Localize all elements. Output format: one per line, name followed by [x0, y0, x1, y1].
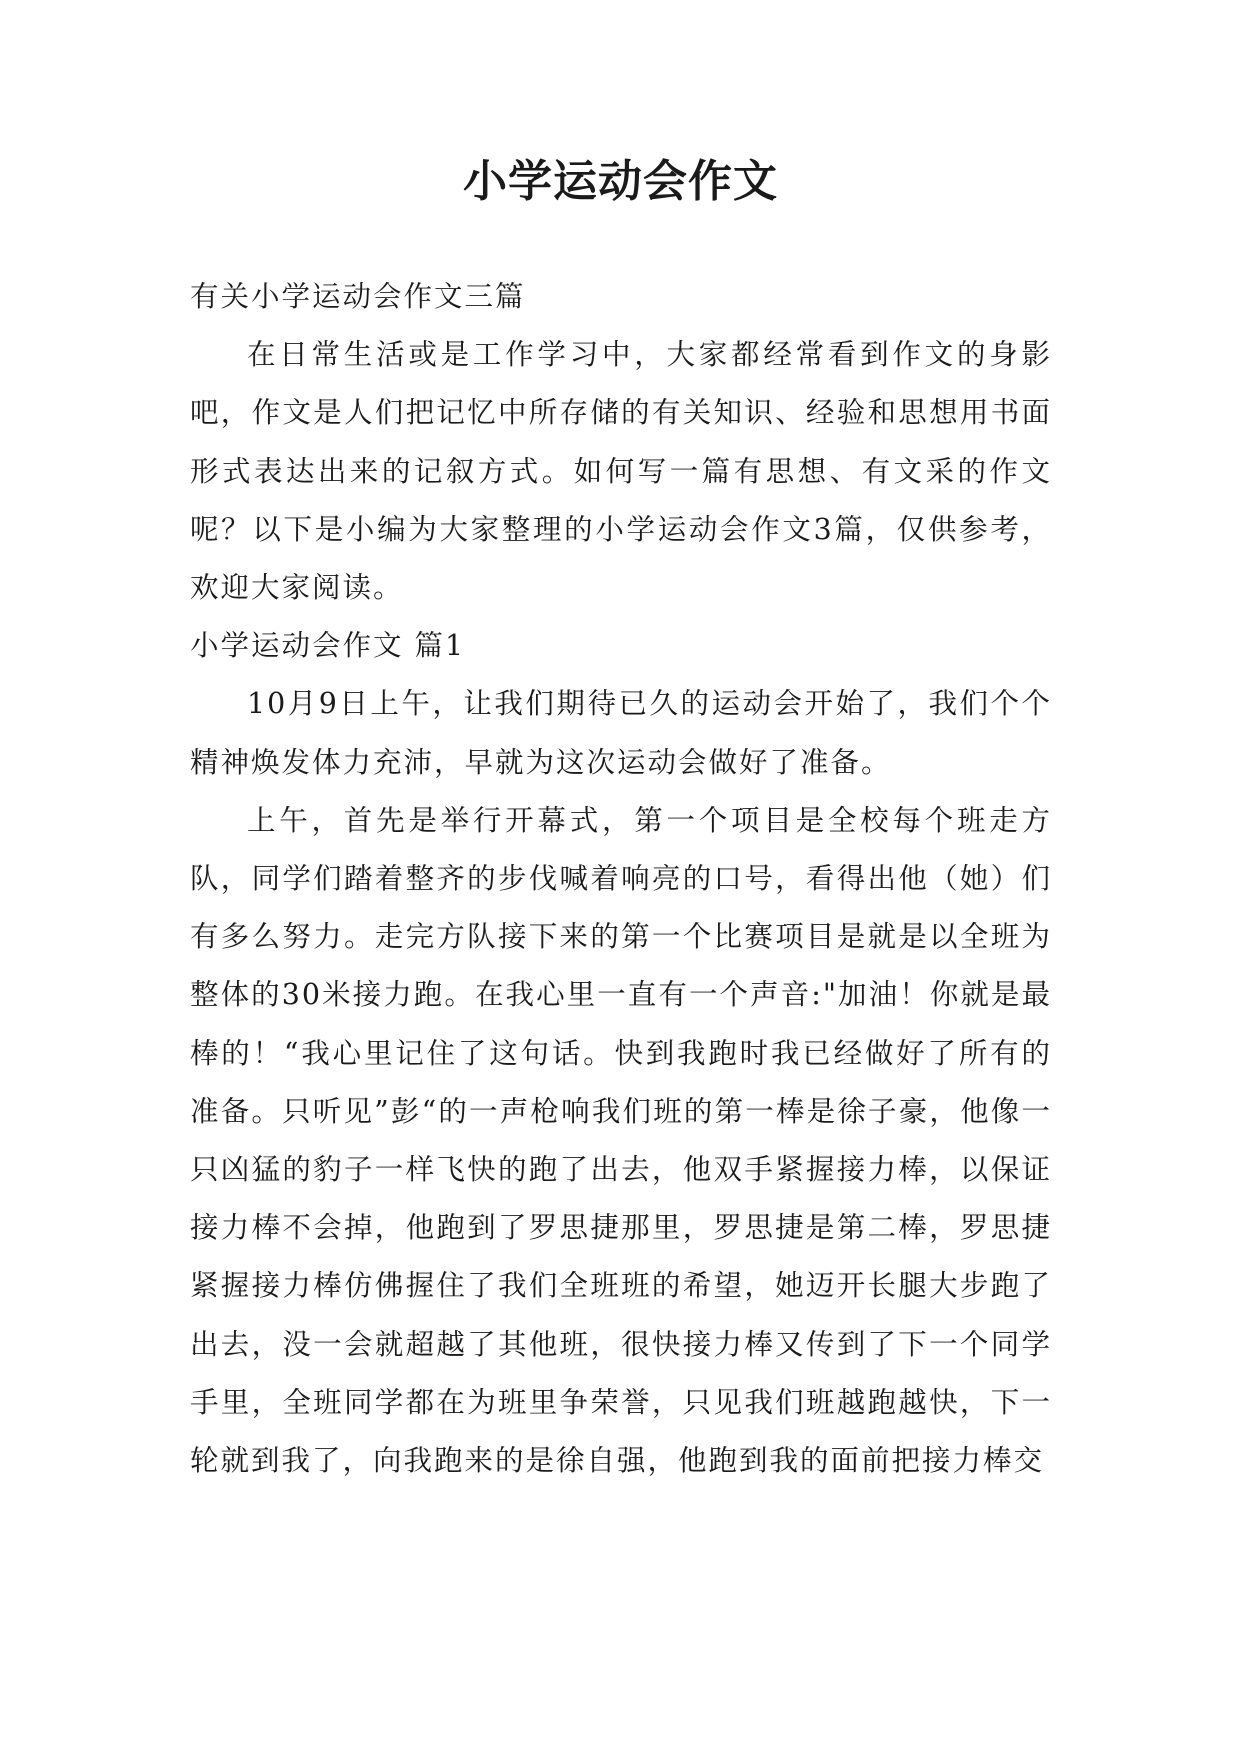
document-body [190, 268, 1052, 1490]
intro-paragraph: 在日常生活或是工作学习中，大家都经常看到作文的身影吧，作文是人们把记忆中所存储的有关知识、经验和思想用书面形式表达出来的记叙方式。如何写一篇有思想、有文采的作文呢？以下是小编为大家整理的小学运动会作文3篇，仅供参考，欢迎大家阅读。 [190, 338, 1052, 605]
section-heading: 小学运动会作文 篇1 [190, 629, 466, 663]
section-heading: 有关小学运动会作文三篇 [190, 280, 526, 313]
page-title: 小学运动会作文 [463, 156, 778, 207]
body-paragraph: 10月9日上午，让我们期待已久的运动会开始了，我们个个精神焕发体力充沛，早就为这次运动会做好了准备。 [190, 687, 1052, 779]
body-paragraph: 上午，首先是举行开幕式，第一个项目是全校每个班走方队，同学们踏着整齐的步伐喊着响亮的口号，看得出他（她）们有多么努力。走完方队接下来的第一个比赛项目是就是以全班为整体的30米接力跑。在我心里一直有一个声音:"加油！你就是最棒的！“我心里记住了这句话。快到我跑时我已经做好了所有的准备。只听见”彭“的一声枪响我们班的第一棒是徐子豪，他像一只凶猛的豹子一样飞快的跑了出去，他双手紧握接力棒，以保证接力棒不会掉，他跑到了罗思捷那里，罗思捷是第二棒，罗思捷紧握接力棒仿佛握住了我们全班班的希望，她迈开长腿大步跑了出去，没一会就超越了其他班，很快接力棒又传到了下一个同学手里，全班同学都在为班里争荣誉，只见我们班越跑越快，下一轮就到我了，向我跑来的是徐自强，他跑到我的面前把接力棒交 [190, 803, 1052, 1478]
